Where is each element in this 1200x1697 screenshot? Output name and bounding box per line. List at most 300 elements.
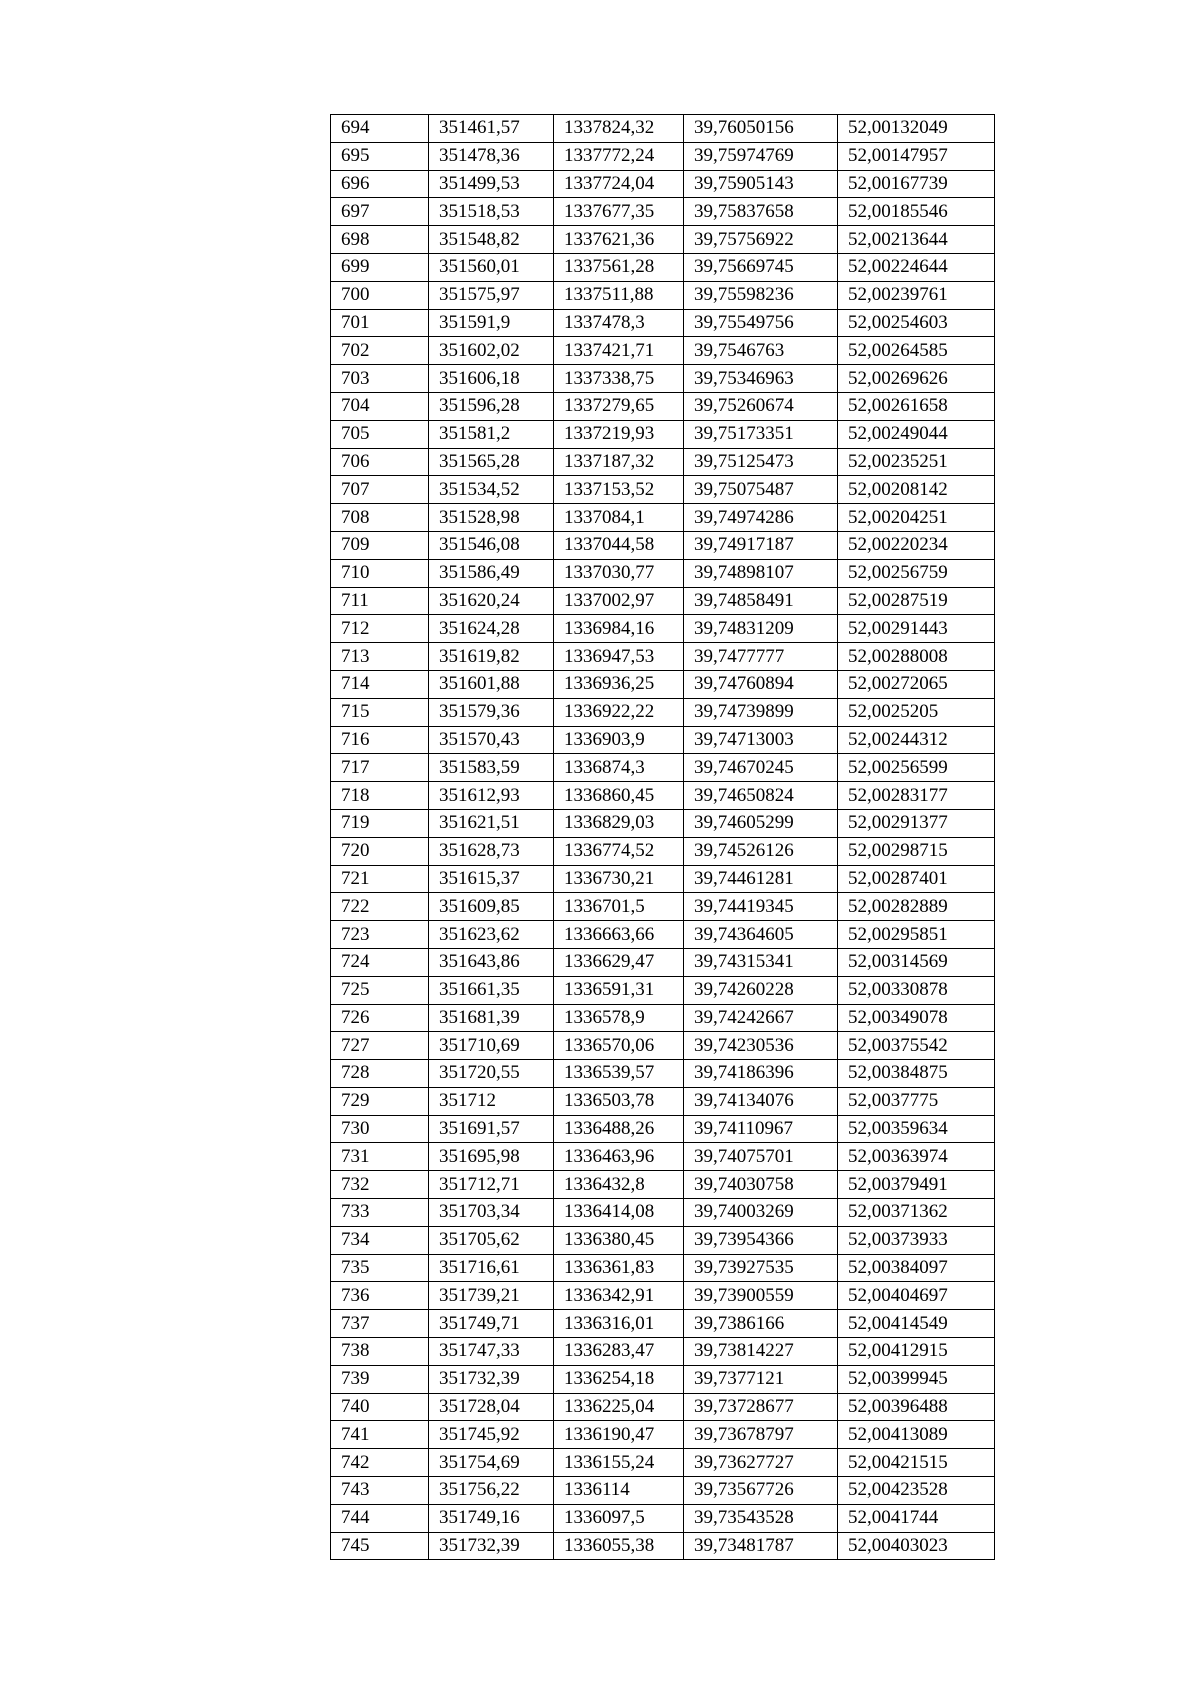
latitude-cell: 52,00261658 <box>838 392 995 420</box>
y-coordinate-cell: 1337561,28 <box>554 253 684 281</box>
y-coordinate-cell: 1336947,53 <box>554 643 684 671</box>
table-row <box>331 1532 995 1560</box>
point-number-cell: 724 <box>331 948 429 976</box>
longitude-cell: 39,74831209 <box>684 615 838 643</box>
table-row <box>331 281 995 309</box>
latitude-cell: 52,00256599 <box>838 754 995 782</box>
y-coordinate-cell: 1336730,21 <box>554 865 684 893</box>
longitude-cell: 39,75125473 <box>684 448 838 476</box>
y-coordinate-cell: 1337002,97 <box>554 587 684 615</box>
coordinates-table <box>330 114 995 1560</box>
y-coordinate-cell: 1336432,8 <box>554 1171 684 1199</box>
latitude-cell: 52,00288008 <box>838 643 995 671</box>
y-coordinate-cell: 1336155,24 <box>554 1449 684 1477</box>
latitude-cell: 52,00244312 <box>838 726 995 754</box>
longitude-cell: 39,74134076 <box>684 1087 838 1115</box>
y-coordinate-cell: 1336774,52 <box>554 837 684 865</box>
x-coordinate-cell: 351586,49 <box>429 559 554 587</box>
table-row <box>331 1421 995 1449</box>
point-number-cell: 697 <box>331 198 429 226</box>
x-coordinate-cell: 351681,39 <box>429 1004 554 1032</box>
latitude-cell: 52,00375542 <box>838 1032 995 1060</box>
table-row <box>331 1004 995 1032</box>
x-coordinate-cell: 351560,01 <box>429 253 554 281</box>
latitude-cell: 52,0037775 <box>838 1087 995 1115</box>
longitude-cell: 39,74110967 <box>684 1115 838 1143</box>
y-coordinate-cell: 1336539,57 <box>554 1060 684 1088</box>
latitude-cell: 52,00403023 <box>838 1532 995 1560</box>
y-coordinate-cell: 1336316,01 <box>554 1310 684 1338</box>
x-coordinate-cell: 351620,24 <box>429 587 554 615</box>
point-number-cell: 725 <box>331 976 429 1004</box>
y-coordinate-cell: 1336414,08 <box>554 1199 684 1227</box>
point-number-cell: 730 <box>331 1115 429 1143</box>
x-coordinate-cell: 351728,04 <box>429 1393 554 1421</box>
x-coordinate-cell: 351749,16 <box>429 1504 554 1532</box>
x-coordinate-cell: 351609,85 <box>429 893 554 921</box>
longitude-cell: 39,75905143 <box>684 170 838 198</box>
x-coordinate-cell: 351478,36 <box>429 142 554 170</box>
point-number-cell: 721 <box>331 865 429 893</box>
longitude-cell: 39,74760894 <box>684 670 838 698</box>
table-row <box>331 1449 995 1477</box>
longitude-cell: 39,73481787 <box>684 1532 838 1560</box>
y-coordinate-cell: 1336361,83 <box>554 1254 684 1282</box>
y-coordinate-cell: 1336225,04 <box>554 1393 684 1421</box>
coordinates-table-body <box>331 115 995 1560</box>
point-number-cell: 706 <box>331 448 429 476</box>
x-coordinate-cell: 351499,53 <box>429 170 554 198</box>
latitude-cell: 52,00396488 <box>838 1393 995 1421</box>
latitude-cell: 52,00264585 <box>838 337 995 365</box>
longitude-cell: 39,73678797 <box>684 1421 838 1449</box>
x-coordinate-cell: 351570,43 <box>429 726 554 754</box>
table-row <box>331 559 995 587</box>
point-number-cell: 735 <box>331 1254 429 1282</box>
longitude-cell: 39,75837658 <box>684 198 838 226</box>
x-coordinate-cell: 351754,69 <box>429 1449 554 1477</box>
longitude-cell: 39,7377121 <box>684 1365 838 1393</box>
y-coordinate-cell: 1337279,65 <box>554 392 684 420</box>
point-number-cell: 729 <box>331 1087 429 1115</box>
y-coordinate-cell: 1336903,9 <box>554 726 684 754</box>
y-coordinate-cell: 1336984,16 <box>554 615 684 643</box>
y-coordinate-cell: 1336629,47 <box>554 948 684 976</box>
x-coordinate-cell: 351534,52 <box>429 476 554 504</box>
table-row <box>331 1226 995 1254</box>
point-number-cell: 720 <box>331 837 429 865</box>
x-coordinate-cell: 351749,71 <box>429 1310 554 1338</box>
latitude-cell: 52,00298715 <box>838 837 995 865</box>
table-row <box>331 921 995 949</box>
latitude-cell: 52,00269626 <box>838 365 995 393</box>
latitude-cell: 52,00256759 <box>838 559 995 587</box>
y-coordinate-cell: 1336114 <box>554 1477 684 1505</box>
x-coordinate-cell: 351624,28 <box>429 615 554 643</box>
longitude-cell: 39,75974769 <box>684 142 838 170</box>
y-coordinate-cell: 1336254,18 <box>554 1365 684 1393</box>
x-coordinate-cell: 351691,57 <box>429 1115 554 1143</box>
table-row <box>331 1143 995 1171</box>
point-number-cell: 743 <box>331 1477 429 1505</box>
point-number-cell: 741 <box>331 1421 429 1449</box>
table-row <box>331 587 995 615</box>
x-coordinate-cell: 351602,02 <box>429 337 554 365</box>
y-coordinate-cell: 1336190,47 <box>554 1421 684 1449</box>
y-coordinate-cell: 1337044,58 <box>554 531 684 559</box>
longitude-cell: 39,75549756 <box>684 309 838 337</box>
y-coordinate-cell: 1336055,38 <box>554 1532 684 1560</box>
latitude-cell: 52,00399945 <box>838 1365 995 1393</box>
latitude-cell: 52,00349078 <box>838 1004 995 1032</box>
latitude-cell: 52,00371362 <box>838 1199 995 1227</box>
point-number-cell: 712 <box>331 615 429 643</box>
point-number-cell: 733 <box>331 1199 429 1227</box>
latitude-cell: 52,00404697 <box>838 1282 995 1310</box>
latitude-cell: 52,00147957 <box>838 142 995 170</box>
point-number-cell: 711 <box>331 587 429 615</box>
x-coordinate-cell: 351643,86 <box>429 948 554 976</box>
x-coordinate-cell: 351661,35 <box>429 976 554 1004</box>
longitude-cell: 39,73567726 <box>684 1477 838 1505</box>
point-number-cell: 738 <box>331 1338 429 1366</box>
point-number-cell: 694 <box>331 115 429 143</box>
y-coordinate-cell: 1336097,5 <box>554 1504 684 1532</box>
y-coordinate-cell: 1336874,3 <box>554 754 684 782</box>
longitude-cell: 39,74739899 <box>684 698 838 726</box>
latitude-cell: 52,00291443 <box>838 615 995 643</box>
x-coordinate-cell: 351716,61 <box>429 1254 554 1282</box>
table-row <box>331 809 995 837</box>
longitude-cell: 39,75756922 <box>684 226 838 254</box>
x-coordinate-cell: 351518,53 <box>429 198 554 226</box>
x-coordinate-cell: 351619,82 <box>429 643 554 671</box>
longitude-cell: 39,76050156 <box>684 115 838 143</box>
x-coordinate-cell: 351747,33 <box>429 1338 554 1366</box>
table-row <box>331 309 995 337</box>
longitude-cell: 39,75669745 <box>684 253 838 281</box>
longitude-cell: 39,73900559 <box>684 1282 838 1310</box>
y-coordinate-cell: 1337677,35 <box>554 198 684 226</box>
longitude-cell: 39,74898107 <box>684 559 838 587</box>
point-number-cell: 709 <box>331 531 429 559</box>
table-row <box>331 1365 995 1393</box>
x-coordinate-cell: 351615,37 <box>429 865 554 893</box>
x-coordinate-cell: 351606,18 <box>429 365 554 393</box>
table-row <box>331 504 995 532</box>
longitude-cell: 39,7386166 <box>684 1310 838 1338</box>
table-row <box>331 253 995 281</box>
longitude-cell: 39,74526126 <box>684 837 838 865</box>
table-row <box>331 976 995 1004</box>
y-coordinate-cell: 1337511,88 <box>554 281 684 309</box>
latitude-cell: 52,00363974 <box>838 1143 995 1171</box>
latitude-cell: 52,00314569 <box>838 948 995 976</box>
table-row <box>331 1199 995 1227</box>
point-number-cell: 717 <box>331 754 429 782</box>
y-coordinate-cell: 1337219,93 <box>554 420 684 448</box>
point-number-cell: 742 <box>331 1449 429 1477</box>
y-coordinate-cell: 1336380,45 <box>554 1226 684 1254</box>
latitude-cell: 52,00287519 <box>838 587 995 615</box>
y-coordinate-cell: 1337338,75 <box>554 365 684 393</box>
longitude-cell: 39,75173351 <box>684 420 838 448</box>
latitude-cell: 52,00384875 <box>838 1060 995 1088</box>
longitude-cell: 39,74230536 <box>684 1032 838 1060</box>
point-number-cell: 710 <box>331 559 429 587</box>
x-coordinate-cell: 351703,34 <box>429 1199 554 1227</box>
longitude-cell: 39,74260228 <box>684 976 838 1004</box>
y-coordinate-cell: 1336488,26 <box>554 1115 684 1143</box>
y-coordinate-cell: 1337187,32 <box>554 448 684 476</box>
x-coordinate-cell: 351565,28 <box>429 448 554 476</box>
point-number-cell: 708 <box>331 504 429 532</box>
y-coordinate-cell: 1337421,71 <box>554 337 684 365</box>
point-number-cell: 702 <box>331 337 429 365</box>
longitude-cell: 39,74670245 <box>684 754 838 782</box>
y-coordinate-cell: 1336701,5 <box>554 893 684 921</box>
point-number-cell: 734 <box>331 1226 429 1254</box>
latitude-cell: 52,00412915 <box>838 1338 995 1366</box>
longitude-cell: 39,74419345 <box>684 893 838 921</box>
latitude-cell: 52,00421515 <box>838 1449 995 1477</box>
point-number-cell: 739 <box>331 1365 429 1393</box>
longitude-cell: 39,73728677 <box>684 1393 838 1421</box>
point-number-cell: 707 <box>331 476 429 504</box>
table-row <box>331 226 995 254</box>
point-number-cell: 703 <box>331 365 429 393</box>
x-coordinate-cell: 351612,93 <box>429 782 554 810</box>
table-row <box>331 142 995 170</box>
longitude-cell: 39,7477777 <box>684 643 838 671</box>
table-row <box>331 170 995 198</box>
longitude-cell: 39,73543528 <box>684 1504 838 1532</box>
table-row <box>331 531 995 559</box>
y-coordinate-cell: 1337084,1 <box>554 504 684 532</box>
x-coordinate-cell: 351583,59 <box>429 754 554 782</box>
latitude-cell: 52,00282889 <box>838 893 995 921</box>
latitude-cell: 52,00213644 <box>838 226 995 254</box>
x-coordinate-cell: 351710,69 <box>429 1032 554 1060</box>
point-number-cell: 704 <box>331 392 429 420</box>
longitude-cell: 39,75598236 <box>684 281 838 309</box>
longitude-cell: 39,74315341 <box>684 948 838 976</box>
y-coordinate-cell: 1336578,9 <box>554 1004 684 1032</box>
point-number-cell: 705 <box>331 420 429 448</box>
x-coordinate-cell: 351596,28 <box>429 392 554 420</box>
y-coordinate-cell: 1336342,91 <box>554 1282 684 1310</box>
y-coordinate-cell: 1336922,22 <box>554 698 684 726</box>
y-coordinate-cell: 1336503,78 <box>554 1087 684 1115</box>
table-row <box>331 837 995 865</box>
latitude-cell: 52,00208142 <box>838 476 995 504</box>
table-row <box>331 1032 995 1060</box>
table-row <box>331 1504 995 1532</box>
latitude-cell: 52,00224644 <box>838 253 995 281</box>
x-coordinate-cell: 351621,51 <box>429 809 554 837</box>
point-number-cell: 736 <box>331 1282 429 1310</box>
latitude-cell: 52,00239761 <box>838 281 995 309</box>
x-coordinate-cell: 351756,22 <box>429 1477 554 1505</box>
point-number-cell: 719 <box>331 809 429 837</box>
x-coordinate-cell: 351528,98 <box>429 504 554 532</box>
latitude-cell: 52,00254603 <box>838 309 995 337</box>
point-number-cell: 723 <box>331 921 429 949</box>
table-row <box>331 1282 995 1310</box>
table-row <box>331 337 995 365</box>
table-row <box>331 948 995 976</box>
longitude-cell: 39,73954366 <box>684 1226 838 1254</box>
latitude-cell: 52,00132049 <box>838 115 995 143</box>
longitude-cell: 39,74461281 <box>684 865 838 893</box>
table-row <box>331 448 995 476</box>
y-coordinate-cell: 1337478,3 <box>554 309 684 337</box>
point-number-cell: 740 <box>331 1393 429 1421</box>
x-coordinate-cell: 351745,92 <box>429 1421 554 1449</box>
x-coordinate-cell: 351623,62 <box>429 921 554 949</box>
latitude-cell: 52,00373933 <box>838 1226 995 1254</box>
point-number-cell: 696 <box>331 170 429 198</box>
latitude-cell: 52,00295851 <box>838 921 995 949</box>
y-coordinate-cell: 1337153,52 <box>554 476 684 504</box>
latitude-cell: 52,00167739 <box>838 170 995 198</box>
y-coordinate-cell: 1336829,03 <box>554 809 684 837</box>
y-coordinate-cell: 1336936,25 <box>554 670 684 698</box>
latitude-cell: 52,00423528 <box>838 1477 995 1505</box>
table-row <box>331 782 995 810</box>
longitude-cell: 39,74650824 <box>684 782 838 810</box>
y-coordinate-cell: 1336463,96 <box>554 1143 684 1171</box>
longitude-cell: 39,74605299 <box>684 809 838 837</box>
table-row <box>331 643 995 671</box>
table-row <box>331 893 995 921</box>
table-row <box>331 865 995 893</box>
latitude-cell: 52,00330878 <box>838 976 995 1004</box>
table-row <box>331 1477 995 1505</box>
y-coordinate-cell: 1337030,77 <box>554 559 684 587</box>
latitude-cell: 52,00291377 <box>838 809 995 837</box>
latitude-cell: 52,00414549 <box>838 1310 995 1338</box>
latitude-cell: 52,00185546 <box>838 198 995 226</box>
x-coordinate-cell: 351712 <box>429 1087 554 1115</box>
longitude-cell: 39,7546763 <box>684 337 838 365</box>
point-number-cell: 695 <box>331 142 429 170</box>
x-coordinate-cell: 351720,55 <box>429 1060 554 1088</box>
x-coordinate-cell: 351461,57 <box>429 115 554 143</box>
latitude-cell: 52,0041744 <box>838 1504 995 1532</box>
latitude-cell: 52,0025205 <box>838 698 995 726</box>
latitude-cell: 52,00249044 <box>838 420 995 448</box>
point-number-cell: 718 <box>331 782 429 810</box>
table-row <box>331 1060 995 1088</box>
x-coordinate-cell: 351601,88 <box>429 670 554 698</box>
table-row <box>331 615 995 643</box>
latitude-cell: 52,00413089 <box>838 1421 995 1449</box>
table-row <box>331 198 995 226</box>
longitude-cell: 39,75346963 <box>684 365 838 393</box>
longitude-cell: 39,75075487 <box>684 476 838 504</box>
table-row <box>331 670 995 698</box>
longitude-cell: 39,74858491 <box>684 587 838 615</box>
x-coordinate-cell: 351581,2 <box>429 420 554 448</box>
x-coordinate-cell: 351575,97 <box>429 281 554 309</box>
x-coordinate-cell: 351546,08 <box>429 531 554 559</box>
longitude-cell: 39,74186396 <box>684 1060 838 1088</box>
point-number-cell: 732 <box>331 1171 429 1199</box>
longitude-cell: 39,74075701 <box>684 1143 838 1171</box>
latitude-cell: 52,00272065 <box>838 670 995 698</box>
y-coordinate-cell: 1337621,36 <box>554 226 684 254</box>
x-coordinate-cell: 351695,98 <box>429 1143 554 1171</box>
point-number-cell: 737 <box>331 1310 429 1338</box>
point-number-cell: 701 <box>331 309 429 337</box>
longitude-cell: 39,74003269 <box>684 1199 838 1227</box>
table-row <box>331 420 995 448</box>
x-coordinate-cell: 351732,39 <box>429 1365 554 1393</box>
table-row <box>331 754 995 782</box>
table-row <box>331 1393 995 1421</box>
latitude-cell: 52,00287401 <box>838 865 995 893</box>
table-row <box>331 115 995 143</box>
point-number-cell: 726 <box>331 1004 429 1032</box>
x-coordinate-cell: 351628,73 <box>429 837 554 865</box>
point-number-cell: 728 <box>331 1060 429 1088</box>
point-number-cell: 722 <box>331 893 429 921</box>
y-coordinate-cell: 1337724,04 <box>554 170 684 198</box>
x-coordinate-cell: 351712,71 <box>429 1171 554 1199</box>
table-row <box>331 1171 995 1199</box>
point-number-cell: 745 <box>331 1532 429 1560</box>
latitude-cell: 52,00283177 <box>838 782 995 810</box>
point-number-cell: 698 <box>331 226 429 254</box>
y-coordinate-cell: 1336860,45 <box>554 782 684 810</box>
y-coordinate-cell: 1336591,31 <box>554 976 684 1004</box>
table-row <box>331 476 995 504</box>
table-row <box>331 1338 995 1366</box>
longitude-cell: 39,74917187 <box>684 531 838 559</box>
y-coordinate-cell: 1337772,24 <box>554 142 684 170</box>
y-coordinate-cell: 1336283,47 <box>554 1338 684 1366</box>
latitude-cell: 52,00359634 <box>838 1115 995 1143</box>
x-coordinate-cell: 351548,82 <box>429 226 554 254</box>
table-row <box>331 1115 995 1143</box>
table-row <box>331 1087 995 1115</box>
latitude-cell: 52,00204251 <box>838 504 995 532</box>
longitude-cell: 39,74242667 <box>684 1004 838 1032</box>
latitude-cell: 52,00220234 <box>838 531 995 559</box>
x-coordinate-cell: 351732,39 <box>429 1532 554 1560</box>
latitude-cell: 52,00235251 <box>838 448 995 476</box>
longitude-cell: 39,73927535 <box>684 1254 838 1282</box>
point-number-cell: 716 <box>331 726 429 754</box>
x-coordinate-cell: 351591,9 <box>429 309 554 337</box>
point-number-cell: 713 <box>331 643 429 671</box>
point-number-cell: 714 <box>331 670 429 698</box>
latitude-cell: 52,00379491 <box>838 1171 995 1199</box>
table-row <box>331 1254 995 1282</box>
table-row <box>331 726 995 754</box>
longitude-cell: 39,74364605 <box>684 921 838 949</box>
longitude-cell: 39,73627727 <box>684 1449 838 1477</box>
y-coordinate-cell: 1336663,66 <box>554 921 684 949</box>
table-row <box>331 698 995 726</box>
point-number-cell: 700 <box>331 281 429 309</box>
point-number-cell: 727 <box>331 1032 429 1060</box>
longitude-cell: 39,74974286 <box>684 504 838 532</box>
x-coordinate-cell: 351579,36 <box>429 698 554 726</box>
point-number-cell: 715 <box>331 698 429 726</box>
y-coordinate-cell: 1337824,32 <box>554 115 684 143</box>
